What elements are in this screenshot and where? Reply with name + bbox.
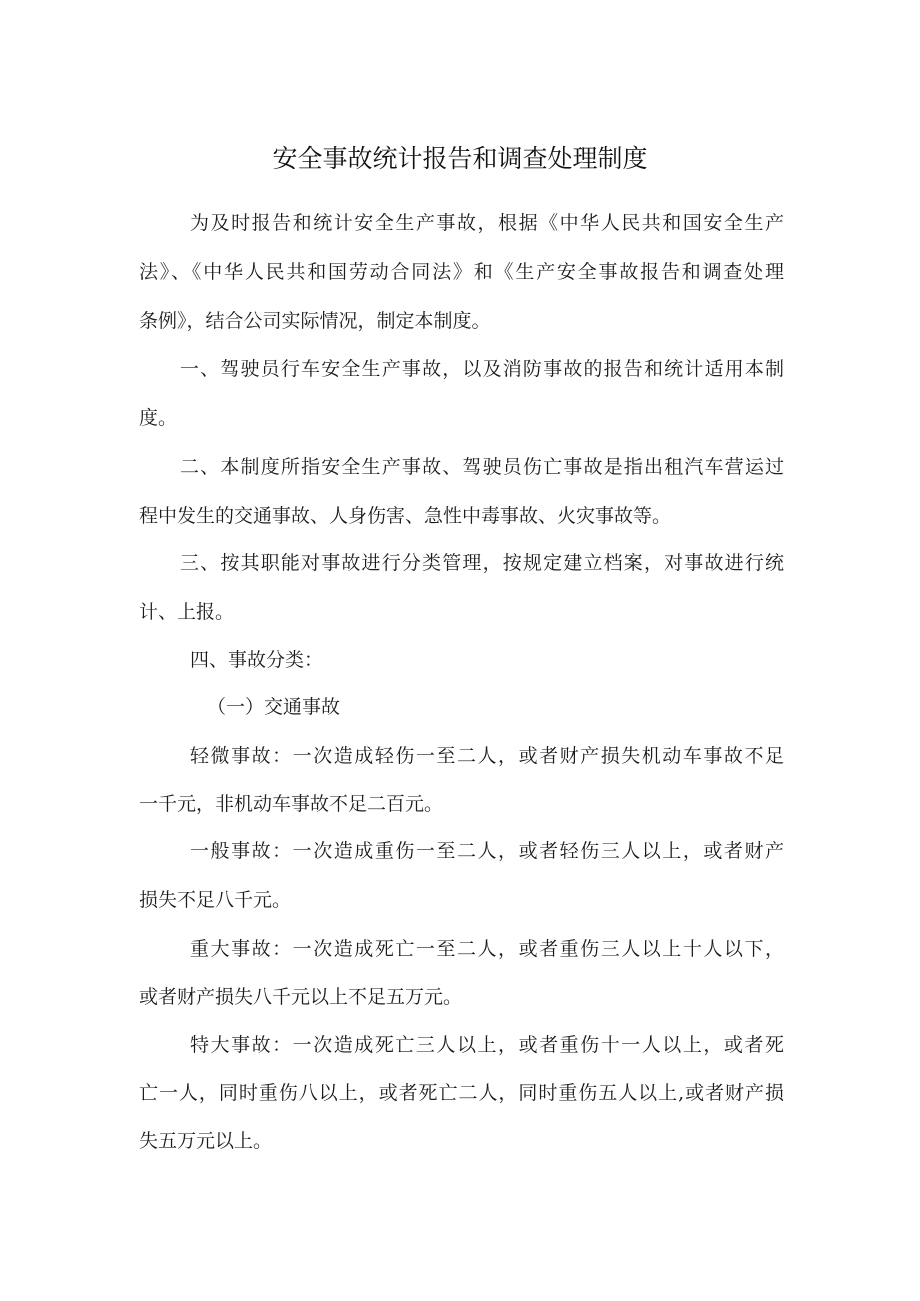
general-accident-line-2: 损失不足八千元。 [139,889,292,911]
extreme-accident-line-3: 失五万元以上。 [139,1130,273,1152]
clause-3-line-1: 三、按其职能对事故进行分类管理，按规定建立档案，对事故进行统 [180,552,784,574]
subsection-traffic-accident: （一）交通事故 [207,696,341,718]
extreme-accident-line-1: 特大事故：一次造成死亡三人以上，或者重伤十一人以上，或者死 [190,1034,784,1056]
extreme-accident-line-2: 亡一人，同时重伤八以上，或者死亡二人，同时重伤五人以上,或者财产损 [139,1082,784,1104]
paragraph-intro-line-2: 法》、《中华人民共和国劳动合同法》和《生产安全事故报告和调查处理 [139,261,784,283]
major-accident-line-1: 重大事故：一次造成死亡一至二人，或者重伤三人以上十人以下， [190,938,784,960]
clause-3-line-2: 计、上报。 [139,601,235,623]
clause-1-line-1: 一、驾驶员行车安全生产事故，以及消防事故的报告和统计适用本制 [180,358,784,380]
clause-2-line-2: 程中发生的交通事故、人身伤害、急性中毒事故、火灾事故等。 [139,505,672,527]
document-title: 安全事故统计报告和调查处理制度 [272,144,648,173]
minor-accident-line-1: 轻微事故：一次造成轻伤一至二人，或者财产损失机动车事故不足 [190,745,784,767]
clause-2-line-1: 二、本制度所指安全生产事故、驾驶员伤亡事故是指出租汽车营运过 [180,456,784,478]
clause-1-line-2: 度。 [139,407,178,429]
paragraph-intro-line-3: 条例》，结合公司实际情况，制定本制度。 [139,310,491,332]
minor-accident-line-2: 一千元，非机动车事故不足二百元。 [139,793,444,815]
clause-4-heading: 四、事故分类： [190,649,324,671]
major-accident-line-2: 或者财产损失八千元以上不足五万元。 [139,986,463,1008]
general-accident-line-1: 一般事故：一次造成重伤一至二人，或者轻伤三人以上，或者财产 [190,840,784,862]
paragraph-intro-line-1: 为及时报告和统计安全生产事故，根据《中华人民共和国安全生产 [190,212,784,234]
